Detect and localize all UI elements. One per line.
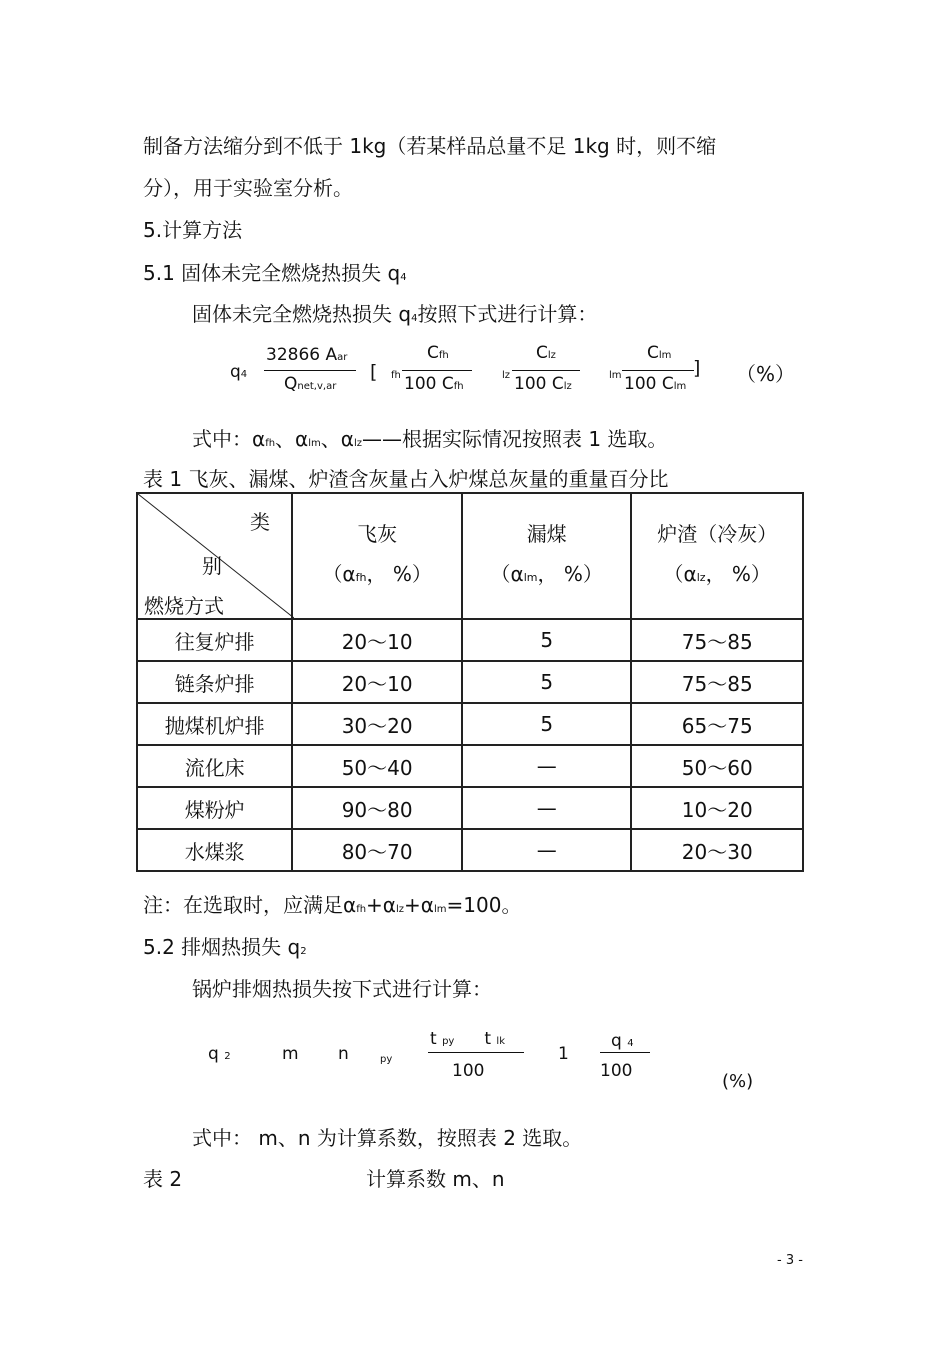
intro-text: 固体未完全燃烧热损失 q <box>192 302 412 326</box>
header-unit: （αfh， %） <box>322 562 432 586</box>
formula-q2-one: 1 <box>558 1044 569 1064</box>
formula-q2-den1: 100 <box>452 1061 485 1081</box>
formula-q2-lhs: q 2 <box>208 1044 231 1064</box>
formula-q2-den2: 100 <box>600 1061 633 1081</box>
intro-tail: 按照下式进行计算： <box>417 302 598 326</box>
formula-q4-alpha-fh: fh <box>391 370 401 381</box>
header-name: 飞灰 <box>357 522 398 546</box>
table-cell-method: 链条炉排 <box>137 661 292 703</box>
table-row <box>137 703 803 745</box>
table-cell-method: 抛煤机炉排 <box>137 703 292 745</box>
header-name: 漏煤 <box>526 522 567 546</box>
formula-q4-alpha-lz: lz <box>502 370 511 381</box>
table-1-note: 注：在选取时，应满足αfh+αlz+αlm=100。 <box>143 893 522 917</box>
table-1-corner-cell <box>137 493 292 619</box>
table-cell-method: 流化床 <box>137 745 292 787</box>
formula-q4-legend: 式中：αfh、αlm、αlz——根据实际情况按照表 1 选取。 <box>192 427 668 451</box>
formula-q2-frac-line-2 <box>600 1052 650 1053</box>
table-1-caption: 表 1 飞灰、漏煤、炉渣含灰量占入炉煤总灰量的重量百分比 <box>143 467 669 491</box>
header-unit: （αlz， %） <box>663 562 771 586</box>
formula-q4-alpha-lm: lm <box>609 370 622 381</box>
table-row <box>137 619 803 661</box>
formula-q4-den4: 100 Clm <box>624 374 687 394</box>
table-cell: 20～30 <box>631 829 803 871</box>
table-1-corner-bottom: 燃烧方式 <box>144 594 224 618</box>
formula-q4-num4: Clm <box>647 343 672 363</box>
table-cell: 30～20 <box>292 703 462 745</box>
formula-q4-frac-line-1 <box>264 370 356 371</box>
formula-q2-m: m <box>282 1044 299 1064</box>
formula-q2-unit: (%) <box>722 1071 754 1092</box>
formula-q4-frac-line-4 <box>622 370 694 371</box>
section-5-1-heading <box>143 257 407 286</box>
paragraph-line-2: 分），用于实验室分析。 <box>143 176 353 200</box>
formula-q2-py: py <box>380 1054 393 1065</box>
table-cell: 5 <box>462 703 632 745</box>
table-1-header-fh <box>292 493 462 619</box>
table-cell: 75～85 <box>631 661 803 703</box>
table-cell: — <box>462 787 632 829</box>
table-1-header-lm <box>462 493 632 619</box>
table-cell: 90～80 <box>292 787 462 829</box>
section-5-1-heading-sub: 4 <box>400 272 407 283</box>
page-number: - 3 - <box>777 1253 803 1268</box>
table-cell: 75～85 <box>631 619 803 661</box>
paragraph-line-1: 制备方法缩分到不低于 1kg（若某样品总量不足 1kg 时，则不缩 <box>143 134 717 158</box>
table-cell: — <box>462 829 632 871</box>
table-row <box>137 829 803 871</box>
formula-q2-num2: q 4 <box>611 1031 634 1051</box>
table-cell: 5 <box>462 619 632 661</box>
intro-sub: 4 <box>411 313 418 324</box>
formula-q4-den1: Qnet,v,ar <box>284 374 337 394</box>
table-1 <box>136 492 804 872</box>
section-5-2-intro: 锅炉排烟热损失按下式进行计算： <box>192 977 492 1001</box>
table-cell: 80～70 <box>292 829 462 871</box>
table-1-corner-mid: 别 <box>202 554 222 578</box>
table-cell-method: 往复炉排 <box>137 619 292 661</box>
formula-q2-num1: t py t lk <box>430 1029 505 1049</box>
formula-q4-lhs: q4 <box>230 362 248 382</box>
formula-q4-frac-line-3 <box>512 370 580 371</box>
formula-q2-frac-line-1 <box>428 1052 524 1053</box>
table-cell: 20～10 <box>292 619 462 661</box>
formula-q4-num1: 32866 Aar <box>266 345 348 365</box>
section-5-2-heading: 5.2 排烟热损失 q2 <box>143 935 307 959</box>
formula-q4-num2: Cfh <box>427 343 449 363</box>
formula-q4-bracket-close: ] <box>693 357 701 379</box>
table-cell: — <box>462 745 632 787</box>
header-unit: （αlm， %） <box>490 562 603 586</box>
table-1-header-row <box>137 493 803 619</box>
table-row <box>137 745 803 787</box>
table-row <box>137 661 803 703</box>
formula-q4-num3: Clz <box>536 343 556 363</box>
table-cell: 10～20 <box>631 787 803 829</box>
table-cell: 65～75 <box>631 703 803 745</box>
table-row <box>137 787 803 829</box>
formula-q2-n: n <box>338 1044 349 1064</box>
section-5-heading: 5.计算方法 <box>143 218 243 242</box>
formula-q4-den3: 100 Clz <box>514 374 572 394</box>
formula-q4-frac-line-2 <box>402 370 472 371</box>
section-5-1-heading-text: 5.1 固体未完全燃烧热损失 q <box>143 261 401 285</box>
formula-q2-legend: 式中： m、n 为计算系数，按照表 2 选取。 <box>192 1126 583 1150</box>
table-cell: 20～10 <box>292 661 462 703</box>
table-cell: 50～60 <box>631 745 803 787</box>
formula-q4-bracket-open: [ <box>370 361 378 383</box>
table-2-title: 计算系数 m、n <box>366 1167 505 1191</box>
table-cell: 50～40 <box>292 745 462 787</box>
table-2-label: 表 2 <box>143 1167 183 1191</box>
section-5-1-intro <box>192 298 597 327</box>
table-cell-method: 水煤浆 <box>137 829 292 871</box>
table-1-header-lz <box>631 493 803 619</box>
table-cell-method: 煤粉炉 <box>137 787 292 829</box>
header-name: 炉渣（冷灰） <box>657 522 778 546</box>
formula-q4-unit: （%） <box>736 362 796 386</box>
formula-q4-den2: 100 Cfh <box>404 374 464 394</box>
table-cell: 5 <box>462 661 632 703</box>
table-1-corner-top: 类 <box>250 510 270 534</box>
